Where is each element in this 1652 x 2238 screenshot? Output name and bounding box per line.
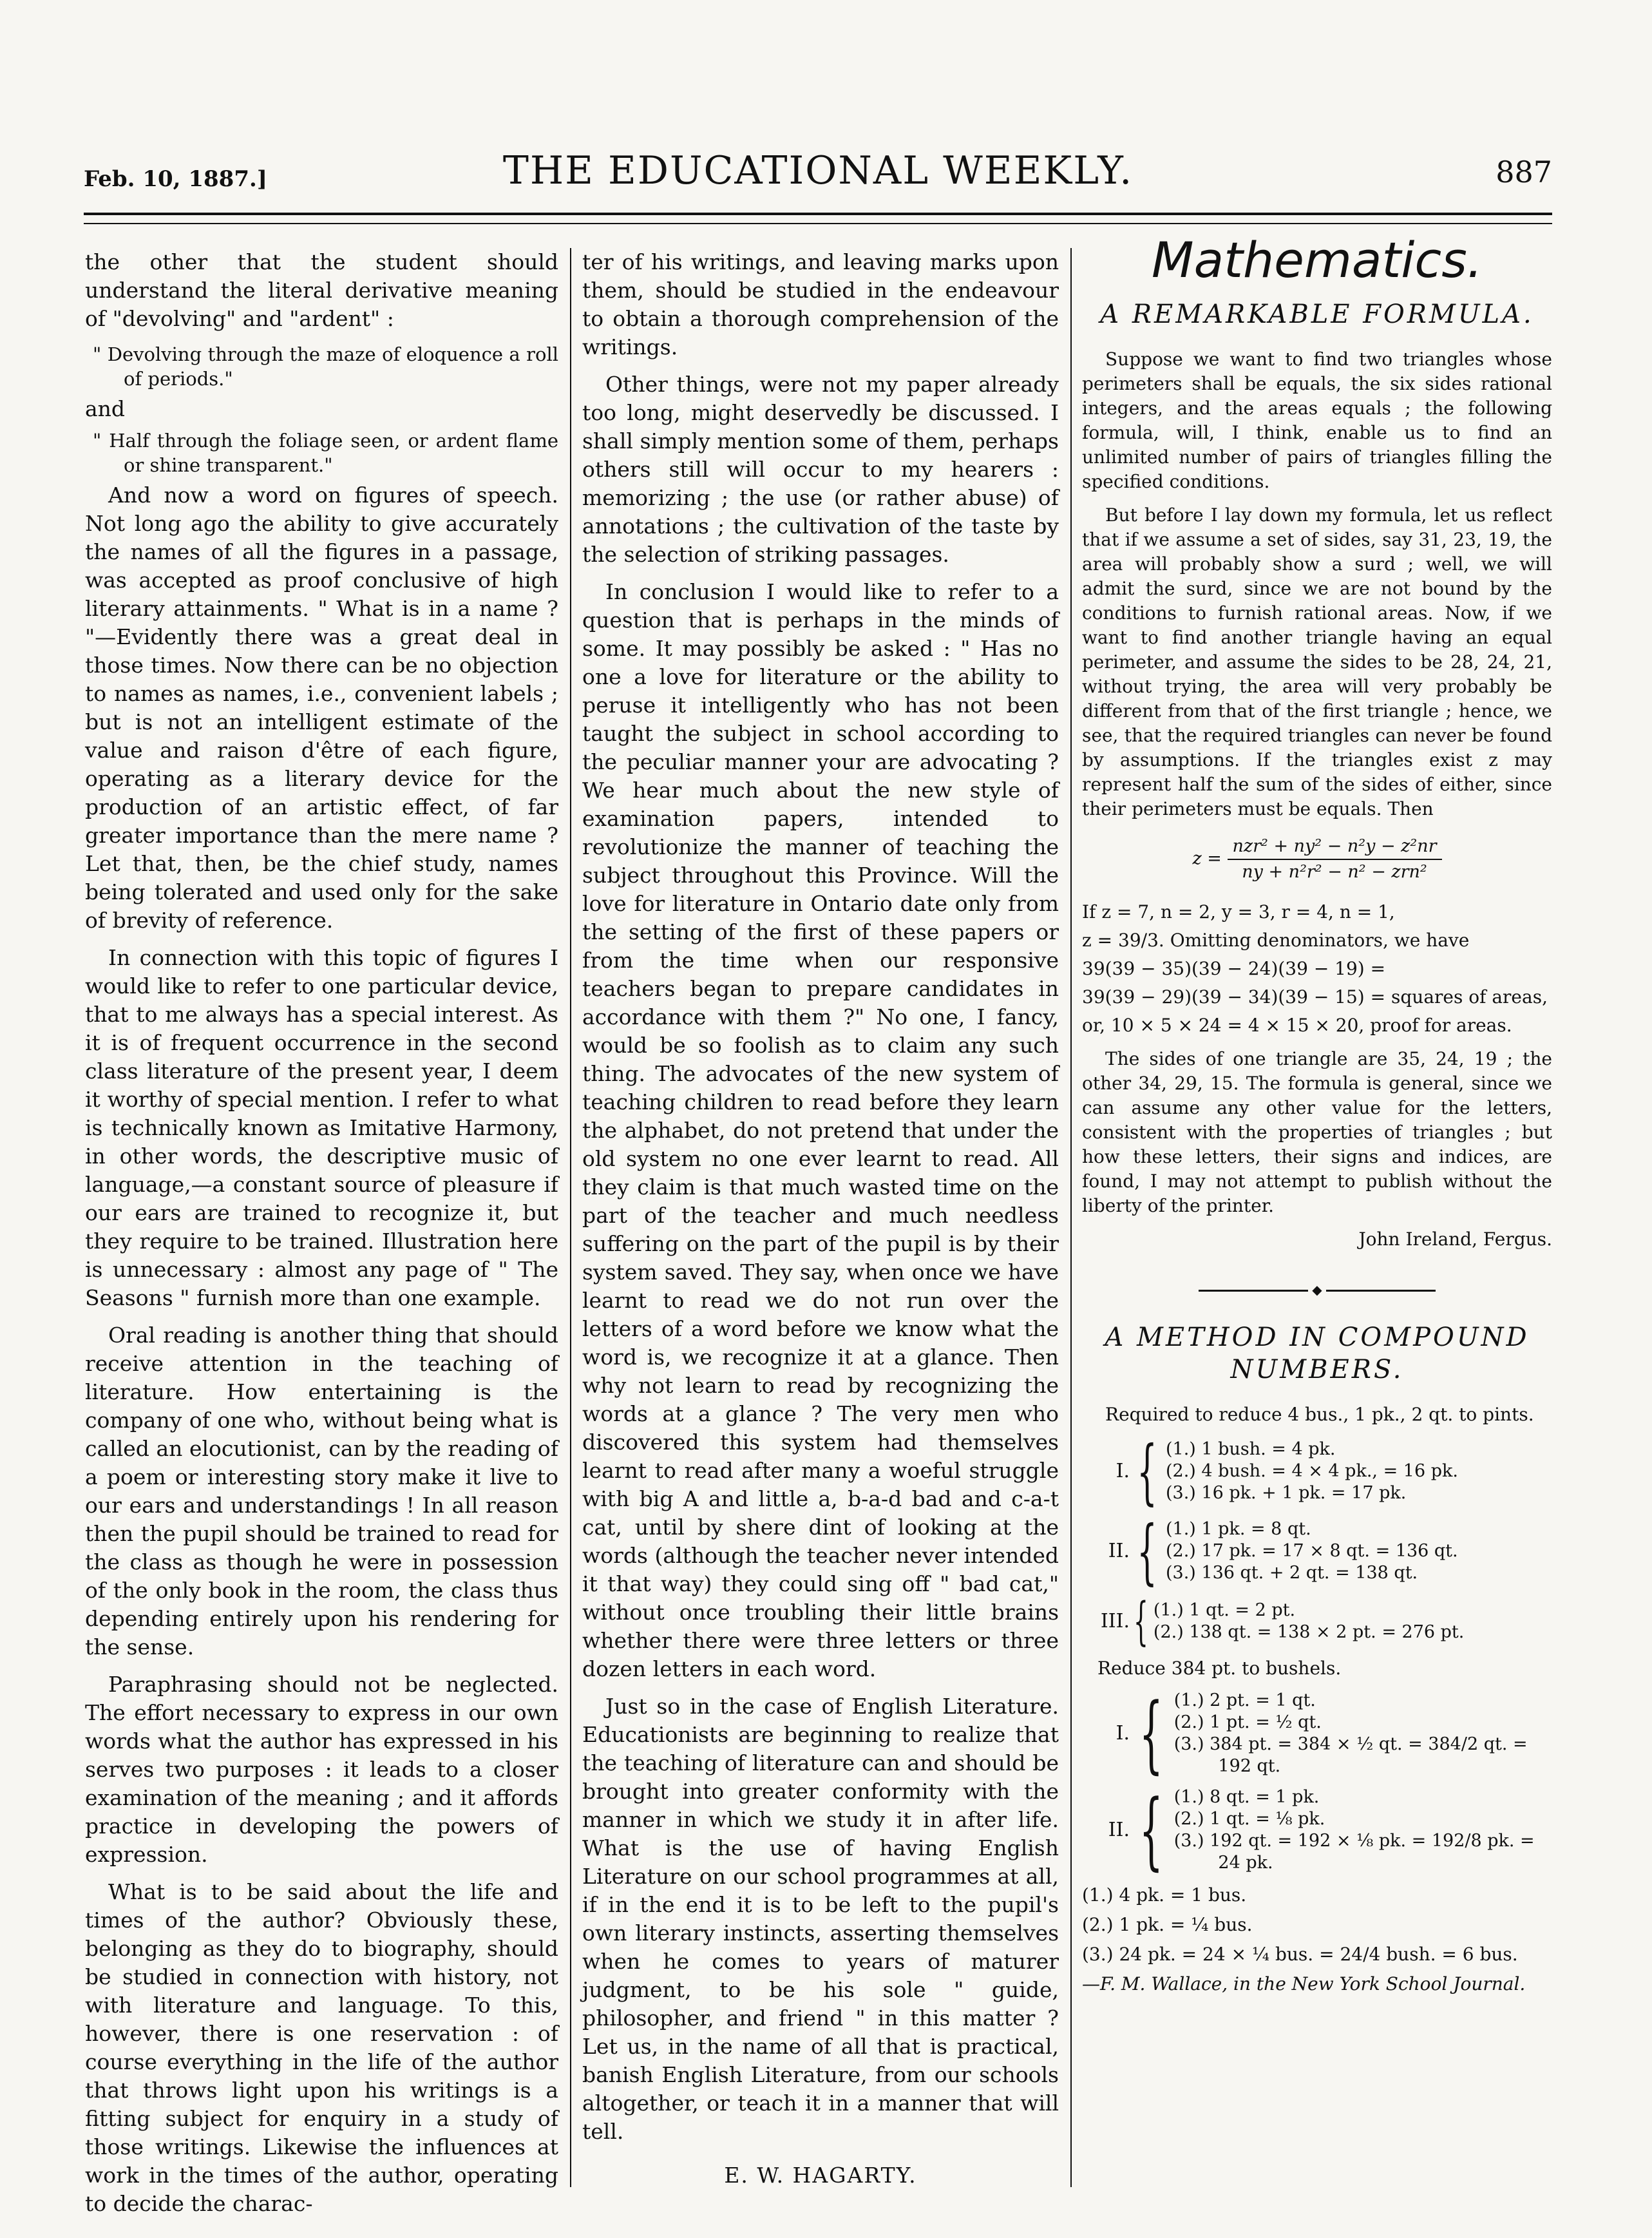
subheading-remarkable-formula: A REMARKABLE FORMULA. — [1100, 300, 1534, 329]
group-label: I. — [1116, 1460, 1130, 1482]
group-label: II. — [1108, 1819, 1130, 1841]
issue-date: Feb. 10, 1887.] — [84, 166, 267, 192]
group-line: (1.) 1 bush. = 4 pk. — [1166, 1439, 1336, 1459]
math-line-2: z = 39/3. Omitting denominators, we have — [1082, 930, 1470, 951]
group-line: 24 pk. — [1173, 1853, 1273, 1873]
group-lines — [1174, 1786, 1552, 1874]
quote-devolving: " Devolving through the maze of eloquence a roll of periods." — [93, 343, 558, 390]
group-line: (2.) 1 pt. = ½ qt. — [1173, 1712, 1322, 1732]
group-line: (1.) 1 qt. = 2 pt. — [1153, 1600, 1296, 1620]
section-title: Mathematics. — [1152, 231, 1483, 289]
formula-fraction — [1228, 834, 1442, 885]
page-header — [84, 148, 1552, 200]
formula-numerator: nzr² + ny² − n²y − z²nr — [1228, 834, 1442, 860]
formula-denominator: ny + n²r² − n² − zrn² — [1242, 862, 1427, 882]
col1-paragraph-oral-reading: Oral reading is another thing that should receive attention in the teaching of literature. How entertaining is the company of one who, without being what is called an elocutionist, can by the reading of a poem or interesting story make it live to our ears and understandings ! In all reason then the pupil should be trained to read for the class as though he were in possession of the only book in the room, the class thus depending entirely upon his rendering for the sense. — [85, 1323, 558, 1659]
group-lines — [1166, 1439, 1552, 1504]
math-final-line-1: (1.) 4 pk. = 1 bus. — [1082, 1884, 1247, 1906]
author-signature: E. W. HAGARTY. — [724, 2163, 917, 2188]
group-line: (3.) 16 pk. + 1 pk. = 17 pk. — [1166, 1483, 1407, 1503]
math-final-line-3: (3.) 24 pk. = 24 × ¼ bus. = 24/4 bush. = 6 bus. — [1082, 1944, 1518, 1965]
brace-icon: { — [1137, 1510, 1157, 1592]
col2-paragraph-0: ter of his writings, and leaving marks upon them, should be studied in the endeavour to obtain a thorough comprehension of the writings. — [582, 249, 1059, 359]
math-line-1: If z = 7, n = 2, y = 3, r = 4, n = 1, — [1082, 901, 1395, 923]
group-line: (1.) 1 pk. = 8 qt. — [1166, 1519, 1311, 1539]
column-1 — [85, 248, 558, 2227]
column-3-mathematics — [1082, 231, 1552, 1996]
math-paragraph-suppose: Suppose we want to find two triangles whose perimeters shall be equals, the six sides rational integers, and the areas equals ; the following formula, will, I think, enable us to find an unlimited number of pairs of triangles filling the specified conditions. — [1082, 349, 1552, 492]
col1-paragraph-paraphrasing: Paraphrasing should not be neglected. The effort necessary to express in our own words what the author has expressed in his serves two purposes : it leads to a closer examination of the meaning ; and it affords practice in developing the powers of expression. — [85, 1672, 558, 1867]
step-group — [1095, 1685, 1552, 1783]
group-line: 192 qt. — [1173, 1756, 1281, 1776]
step-group — [1095, 1430, 1552, 1513]
section-divider-ornament: ◆ — [1082, 1277, 1552, 1302]
page-number: 887 — [1495, 155, 1552, 189]
group-lines — [1154, 1600, 1552, 1643]
step-group — [1095, 1591, 1552, 1651]
column-divider-2 — [1070, 248, 1072, 2187]
group-label: II. — [1108, 1540, 1130, 1562]
brace-icon: { — [1139, 1685, 1163, 1783]
column-divider-1 — [570, 248, 571, 2187]
group-line: (2.) 4 bush. = 4 × 4 pk., = 16 pk. — [1166, 1461, 1458, 1481]
quote-ardent: " Half through the foliage seen, or ardent flame or shine transparent." — [93, 430, 558, 476]
group-lines — [1174, 1690, 1552, 1777]
subheading-compound-numbers: A METHOD IN COMPOUND NUMBERS. — [1105, 1323, 1530, 1384]
group-line: (2.) 17 pk. = 17 × 8 qt. = 136 qt. — [1166, 1541, 1458, 1561]
header-rule-bottom — [84, 223, 1552, 224]
brace-icon: { — [1139, 1781, 1163, 1879]
col2-paragraph-other-things: Other things, were not my paper already too long, might deservedly be discussed. I shall simply mention some of them, perhaps others still will occur to my hearers : memorizing ; the use (or rather abuse) of annotations ; the cultivation of the taste by the selection of striking passages. — [582, 372, 1059, 567]
group-line: (1.) 2 pt. = 1 qt. — [1173, 1690, 1316, 1710]
math-final-line-2: (2.) 1 pk. = ¼ bus. — [1082, 1914, 1253, 1935]
math-paragraph-sides: The sides of one triangle are 35, 24, 19 ; the other 34, 29, 15. The formula is general, since we can assume any other value for the letters, consistent with the properties of triangles ; but how these letters, their signs and indices, are found, I may not attempt to publish without the liberty of the printer. — [1082, 1048, 1552, 1216]
col1-paragraph-harmony: In connection with this topic of figures I would like to refer to one particular device, that to me always has a special interest. As it is of frequent occurrence in the second class literature of the present year, I deem it worthy of special mention. I refer to what is technically known as Imitative Harmony, in other words, the descriptive music of language,—a constant source of pleasure if our ears are trained to recognize it, but they require to be trained. Illustration here is unnecessary : almost any page of " The Seasons " furnish more than one example. — [85, 945, 558, 1310]
math-credit: —F. M. Wallace, in the New York School Journal. — [1082, 1973, 1526, 1994]
group-line: (2.) 1 qt. = ⅛ pk. — [1173, 1809, 1325, 1829]
math-line-4: 39(39 − 29)(39 − 34)(39 − 15) = squares of areas, — [1082, 986, 1548, 1008]
step-group — [1095, 1510, 1552, 1592]
col1-paragraph-0: the other that the student should understand the literal derivative meaning of "devolving" and "ardent" : — [85, 249, 558, 331]
formula — [1082, 834, 1552, 885]
step-group — [1095, 1781, 1552, 1879]
col2-paragraph-english-literature: Just so in the case of English Literature. Educationists are beginning to realize that the teaching of literature can and should be brought into greater conformity with the manner in which we study it in after life. What is the use of having English Literature on our school programmes at all, if in the end it is to be left to the pupil's own literary instincts, asserting themselves when he comes to years of maturer judgment, to be his sole " guide, philosopher, and friend " in this matter ? Let us, in the name of all that is practical, banish English Literature, from our schools altogether, or teach it in a manner that will tell. — [582, 1694, 1059, 2144]
brace-icon: { — [1133, 1591, 1148, 1651]
group-label: III. — [1100, 1610, 1130, 1632]
col1-paragraph-author-life: What is to be said about the life and times of the author? Obviously these, belonging as they do to biography, should be studied in connection with history, not with literature and language. To this, however, there is one reservation : of course everything in the life of the author that throws light upon his writings is a fitting subject for enquiry in a study of those writings. Likewise the influences at work in the times of the author, operating to decide the charac- — [85, 1879, 558, 2216]
math-line-3: 39(39 − 35)(39 − 24)(39 − 19) = — [1082, 958, 1386, 979]
col1-paragraph-figures: And now a word on figures of speech. Not long ago the ability to give accurately the names of all the figures in a passage, was accepted as proof conclusive of high literary attainments. " What is in a name ? "—Evidently there was a great deal in those times. Now there can be no objection to names as names, i.e., convenient labels ; but is not an intelligent estimate of the value and raison d'être of each figure, operating as a literary device for the production of an artistic effect, of far greater importance than the mere name ? Let that, then, be the chief study, names being tolerated and used only for the sake of brevity of reference. — [85, 483, 558, 933]
group-line: (1.) 8 qt. = 1 pk. — [1173, 1787, 1320, 1807]
math-paragraph-before: But before I lay down my formula, let us reflect that if we assume a set of sides, say 31, 23, 19, the area will probably show a surd ; well, we will admit the surd, since we are not bound by the conditions to furnish rational areas. Now, if we want to find another triangle having an equal perimeter, and assume the sides to be 28, 24, 21, without trying, the area will very probably be different from that of the first triangle ; hence, we see, that the required triangles can never be found by assumptions. If the triangles exist z may represent half the sum of the sides of either, since their perimeters must be equals. Then — [1082, 504, 1552, 819]
math-required: Required to reduce 4 bus., 1 pk., 2 qt. to pints. — [1105, 1404, 1534, 1425]
group-label: I. — [1116, 1722, 1130, 1745]
math-line-5: or, 10 × 5 × 24 = 4 × 15 × 20, proof for areas. — [1082, 1015, 1512, 1036]
column-2 — [582, 248, 1059, 2190]
math-signature: John Ireland, Fergus. — [1358, 1229, 1552, 1250]
publication-title: THE EDUCATIONAL WEEKLY. — [502, 148, 1134, 193]
group-line: (3.) 136 qt. + 2 qt. = 138 qt. — [1166, 1563, 1418, 1583]
group-line: (3.) 192 qt. = 192 × ⅛ pk. = 192/8 pk. = — [1173, 1831, 1535, 1851]
group-lines — [1166, 1518, 1552, 1584]
group-line: (3.) 384 pt. = 384 × ½ qt. = 384/2 qt. = — [1173, 1734, 1528, 1754]
col2-paragraph-conclusion: In conclusion I would like to refer to a question that is perhaps in the minds of some. It may possibly be asked : " Has no one a love for literature or the ability to peruse it intelligently who has not been taught the subject in school according to the peculiar manner your are advocating ? We hear much about the new style of examination papers, intended to revolutionize the manner of teaching the subject throughout this Province. Will the love for literature in Ontario date only from the setting of the first of these papers or from the time when our responsive teachers began to prepare candidates in accordance with them ?" No one, I fancy, would be so foolish as to claim any such thing. The advocates of the new system of teaching children to read before they learn the alphabet, do not pretend that under the old system no one ever learnt to read. All they claim is that much wasted time on the part of the teacher and much needless suffering on the part of the pupil is by their system saved. They say, when once we have learnt to read we do not run over the letters of a word before we know what the word is, we recognize it at a glance. Then why not learn to read by recognizing the words at a glance ? The very men who discovered this system had themselves learnt to read after many a woeful struggle with big A and little a, b-a-d bad and c-a-t cat, until by shere dint of looking at the words (although the teacher never intended it that way) they could sing off " bad cat," without once troubling their little brains whether there were three letters or three dozen letters in each word. — [582, 579, 1059, 1681]
header-rule-top — [84, 213, 1552, 215]
formula-lhs: z = — [1192, 848, 1222, 869]
brace-icon: { — [1137, 1430, 1157, 1513]
math-reduce: Reduce 384 pt. to bushels. — [1097, 1658, 1342, 1679]
conjunction-and: and — [85, 396, 126, 421]
group-line: (2.) 138 qt. = 138 × 2 pt. = 276 pt. — [1153, 1622, 1465, 1642]
